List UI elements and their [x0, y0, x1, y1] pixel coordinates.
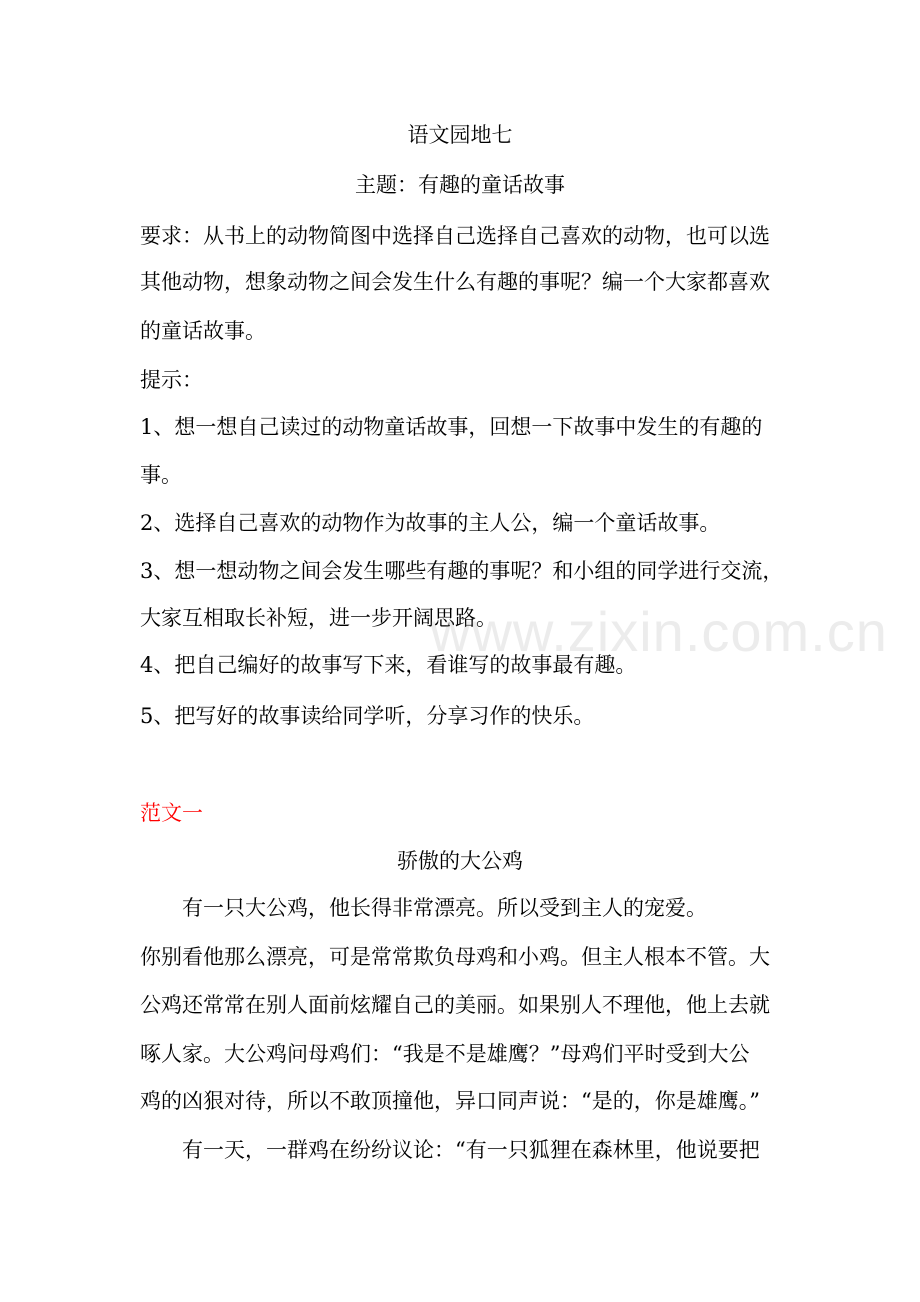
tip-line: 1、想一想自己读过的动物童话故事，回想一下故事中发生的有趣的	[140, 415, 763, 439]
sample-label: 范文一	[140, 801, 203, 825]
sample-paragraph-line: 你别看他那么漂亮，可是常常欺负母鸡和小鸡。但主人根本不管。大	[140, 945, 770, 969]
tip-line: 2、选择自己喜欢的动物作为故事的主人公，编一个童话故事。	[140, 511, 721, 535]
sample-paragraph-line: 有一只大公鸡，他长得非常漂亮。所以受到主人的宠爱。	[182, 896, 707, 920]
tip-line: 4、把自己编好的故事写下来，看谁写的故事最有趣。	[140, 653, 637, 677]
sample-paragraph-line: 啄人家。大公鸡问母鸡们：“我是不是雄鹰？”母鸡们平时受到大公	[140, 1042, 750, 1066]
sample-title: 骄傲的大公鸡	[397, 849, 523, 873]
tip-line: 大家互相取长补短，进一步开阔思路。	[140, 606, 497, 630]
tip-line: 事。	[140, 463, 182, 487]
sample-paragraph-line: 有一天，一群鸡在纷纷议论：“有一只狐狸在森林里，他说要把	[182, 1138, 760, 1162]
tip-line: 3、想一想动物之间会发生哪些有趣的事呢？和小组的同学进行交流，	[140, 559, 784, 583]
watermark: www.zixin.com.cn	[430, 600, 888, 663]
requirement-line: 其他动物，想象动物之间会发生什么有趣的事呢？编一个大家都喜欢	[140, 270, 770, 294]
sample-paragraph-line: 公鸡还常常在别人面前炫耀自己的美丽。如果别人不理他，他上去就	[140, 993, 770, 1017]
requirement-line: 的童话故事。	[140, 319, 266, 343]
document-theme: 主题：有趣的童话故事	[355, 173, 565, 197]
requirement-line: 要求：从书上的动物简图中选择自己选择自己喜欢的动物，也可以选	[140, 224, 770, 248]
sample-paragraph-line: 鸡的凶狠对待，所以不敢顶撞他，异口同声说：“是的，你是雄鹰。”	[140, 1089, 760, 1113]
tips-label: 提示：	[140, 368, 203, 392]
document-title: 语文园地七	[407, 123, 513, 147]
tip-line: 5、把写好的故事读给同学听，分享习作的快乐。	[140, 704, 595, 728]
